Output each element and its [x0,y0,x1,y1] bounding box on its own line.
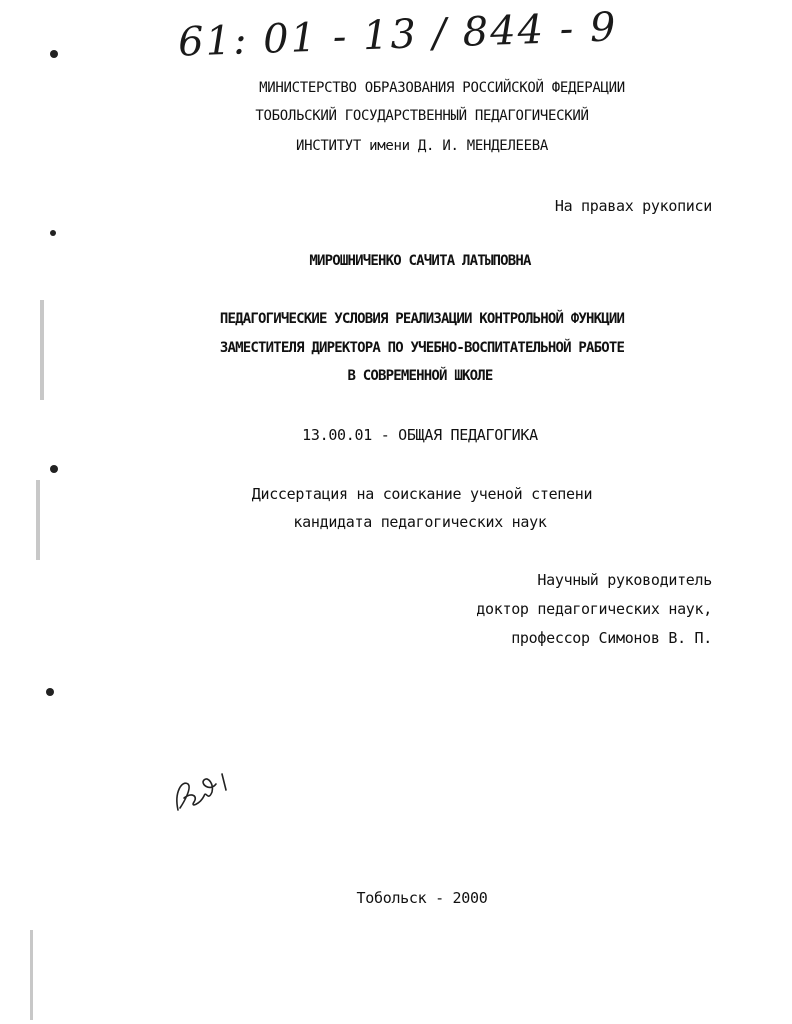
specialty-code: 13.00.01 - ОБЩАЯ ПЕДАГОГИКА [302,426,538,444]
handwritten-archive-code: 61: 01 - 13 / 844 - 9 [177,4,619,66]
city-year: Тобольск - 2000 [356,889,488,907]
author-name: МИРОШНИЧЕНКО САЧИТА ЛАТЫПОВНА [309,253,531,269]
supervisor-label: Научный руководитель [537,571,712,589]
punch-hole-mark [46,688,54,696]
punch-hole-mark [50,230,56,236]
institute-name: ИНСТИТУТ имени Д. И. МЕНДЕЛЕЕВА [296,138,548,154]
dissertation-title: ЗАМЕСТИТЕЛЯ ДИРЕКТОРА ПО УЧЕБНО-ВОСПИТАТЕЛЬНОЙ РАБОТЕ [219,340,625,356]
degree-statement: Диссертация на соискание ученой степени [251,485,593,503]
dissertation-title: ПЕДАГОГИЧЕСКИЕ УСЛОВИЯ РЕАЛИЗАЦИИ КОНТРОЛЬНОЙ ФУНКЦИИ [219,311,625,327]
institute-header: ТОБОЛЬСКИЙ ГОСУДАРСТВЕННЫЙ ПЕДАГОГИЧЕСКИЙ [255,108,589,124]
supervisor-degree: доктор педагогических наук, [476,600,712,618]
rights-note: На правах рукописи [554,197,712,215]
handwritten-signature [170,762,240,822]
supervisor-name: профессор Симонов В. П. [511,629,712,647]
ministry-header: МИНИСТЕРСТВО ОБРАЗОВАНИЯ РОССИЙСКОЙ ФЕДЕРАЦИИ [259,80,625,96]
punch-hole-mark [50,465,58,473]
scan-margin-shadow [30,930,33,1020]
degree-statement: кандидата педагогических наук [293,513,547,531]
dissertation-title: В СОВРЕМЕННОЙ ШКОЛЕ [347,368,493,384]
punch-hole-mark [50,50,58,58]
